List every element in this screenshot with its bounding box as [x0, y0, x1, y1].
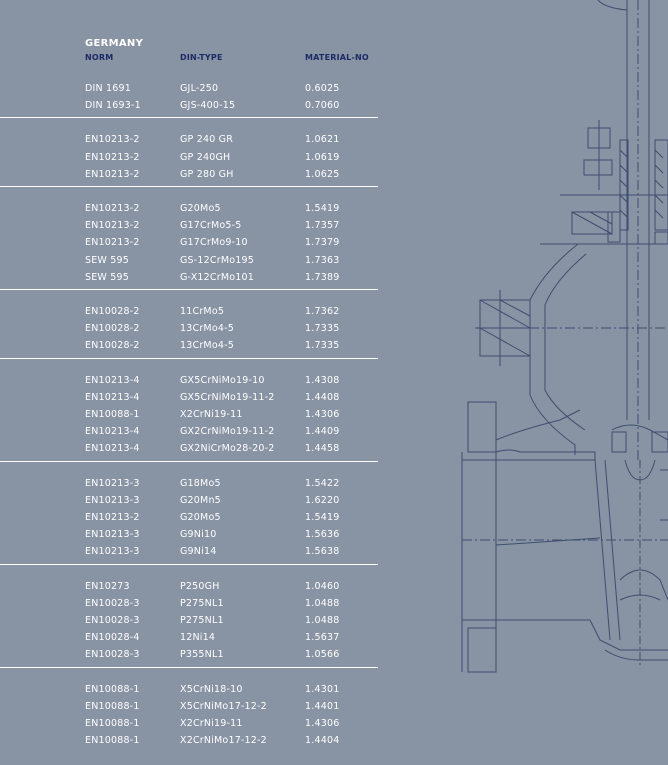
norm-cell: EN10213-2	[85, 169, 140, 180]
din-type-cell: 11CrMo5	[180, 306, 225, 317]
norm-cell: EN10213-2	[85, 134, 140, 145]
din-type-cell: G20Mn5	[180, 495, 221, 506]
material-no-cell: 1.7379	[305, 237, 340, 248]
material-no-cell: 0.6025	[305, 83, 340, 94]
table-row	[0, 255, 378, 272]
material-no-cell: 1.0488	[305, 598, 340, 609]
din-type-cell: X2CrNiMo17-12-2	[180, 735, 267, 746]
norm-cell: EN10213-4	[85, 426, 140, 437]
norm-cell: EN10028-2	[85, 323, 140, 334]
norm-cell: EN10213-4	[85, 375, 140, 386]
norm-cell: EN10088-1	[85, 409, 140, 420]
din-type-cell: P275NL1	[180, 598, 224, 609]
table-row	[0, 100, 378, 117]
material-no-cell: 0.7060	[305, 100, 340, 111]
table-row	[0, 409, 378, 426]
group-divider	[0, 289, 378, 290]
din-type-cell: G17CrMo5-5	[180, 220, 242, 231]
norm-cell: EN10273	[85, 581, 130, 592]
group-divider	[0, 186, 378, 187]
material-no-cell: 1.7335	[305, 323, 340, 334]
material-no-cell: 1.0488	[305, 615, 340, 626]
din-type-cell: G18Mo5	[180, 478, 221, 489]
din-type-cell: G9Ni14	[180, 546, 217, 557]
table-row	[0, 684, 378, 701]
material-no-cell: 1.4308	[305, 375, 340, 386]
table-row	[0, 237, 378, 254]
din-type-cell: X5CrNi18-10	[180, 684, 243, 695]
table-row	[0, 392, 378, 409]
material-no-cell: 1.7362	[305, 306, 340, 317]
table-row	[0, 272, 378, 289]
material-no-cell: 1.5419	[305, 203, 340, 214]
material-no-cell: 1.4408	[305, 392, 340, 403]
group-divider	[0, 667, 378, 668]
material-no-cell: 1.4301	[305, 684, 340, 695]
material-no-cell: 1.4401	[305, 701, 340, 712]
material-no-cell: 1.0621	[305, 134, 340, 145]
table-row	[0, 426, 378, 443]
material-no-cell: 1.4306	[305, 409, 340, 420]
din-type-cell: GP 240 GR	[180, 134, 234, 145]
din-type-cell: 13CrMo4-5	[180, 340, 234, 351]
norm-cell: EN10028-4	[85, 632, 140, 643]
material-no-cell: 1.4404	[305, 735, 340, 746]
din-type-cell: X2CrNi19-11	[180, 409, 243, 420]
norm-cell: EN10213-2	[85, 220, 140, 231]
table-row	[0, 718, 378, 735]
table-row	[0, 512, 378, 529]
din-type-cell: GX2NiCrMo28-20-2	[180, 443, 275, 454]
norm-cell: EN10028-2	[85, 306, 140, 317]
din-type-cell: X5CrNiMo17-12-2	[180, 701, 267, 712]
din-type-cell: GJL-250	[180, 83, 219, 94]
material-no-cell: 1.7357	[305, 220, 340, 231]
material-no-cell: 1.7335	[305, 340, 340, 351]
din-type-cell: GX2CrNiMo19-11-2	[180, 426, 275, 437]
material-no-cell: 1.6220	[305, 495, 340, 506]
norm-cell: EN10213-4	[85, 392, 140, 403]
din-type-cell: GP 280 GH	[180, 169, 234, 180]
norm-cell: EN10213-2	[85, 512, 140, 523]
norm-cell: EN10088-1	[85, 684, 140, 695]
norm-cell: DIN 1693-1	[85, 100, 141, 111]
group-divider	[0, 358, 378, 359]
material-no-cell: 1.0619	[305, 152, 340, 163]
table-row	[0, 134, 378, 151]
group-divider	[0, 117, 378, 118]
table-row	[0, 529, 378, 546]
norm-cell: EN10213-3	[85, 495, 140, 506]
norm-cell: EN10213-3	[85, 478, 140, 489]
din-type-cell: X2CrNi19-11	[180, 718, 243, 729]
material-no-cell: 1.5638	[305, 546, 340, 557]
norm-cell: EN10213-2	[85, 203, 140, 214]
table-row	[0, 203, 378, 220]
table-row	[0, 152, 378, 169]
din-type-cell: G-X12CrMo101	[180, 272, 254, 283]
norm-cell: EN10213-4	[85, 443, 140, 454]
country-title: GERMANY	[85, 38, 144, 49]
din-type-cell: GJS-400-15	[180, 100, 236, 111]
material-no-cell: 1.5422	[305, 478, 340, 489]
table-row	[0, 375, 378, 392]
material-no-cell: 1.5419	[305, 512, 340, 523]
material-no-cell: 1.5637	[305, 632, 340, 643]
table-row	[0, 306, 378, 323]
din-type-cell: GS-12CrMo195	[180, 255, 254, 266]
norm-cell: EN10028-3	[85, 598, 140, 609]
material-no-cell: 1.5636	[305, 529, 340, 540]
din-type-cell: P275NL1	[180, 615, 224, 626]
din-type-cell: G20Mo5	[180, 512, 221, 523]
material-no-cell: 1.4306	[305, 718, 340, 729]
table-row	[0, 701, 378, 718]
table-row	[0, 169, 378, 186]
din-type-cell: 12Ni14	[180, 632, 216, 643]
din-type-cell: G9Ni10	[180, 529, 217, 540]
norm-cell: EN10213-2	[85, 152, 140, 163]
norm-cell: EN10213-3	[85, 546, 140, 557]
table-row	[0, 340, 378, 357]
norm-cell: EN10088-1	[85, 701, 140, 712]
norm-cell: EN10213-3	[85, 529, 140, 540]
din-type-cell: P250GH	[180, 581, 220, 592]
material-no-cell: 1.4409	[305, 426, 340, 437]
material-no-cell: 1.0625	[305, 169, 340, 180]
column-header-norm: NORM	[85, 53, 114, 62]
norm-cell: DIN 1691	[85, 83, 132, 94]
column-header-material-no: MATERIAL-NO	[305, 53, 369, 62]
din-type-cell: GP 240GH	[180, 152, 231, 163]
material-no-cell: 1.7363	[305, 255, 340, 266]
norm-cell: EN10088-1	[85, 718, 140, 729]
column-header-din-type: DIN-TYPE	[180, 53, 223, 62]
group-divider	[0, 564, 378, 565]
din-type-cell: P355NL1	[180, 649, 224, 660]
material-no-cell: 1.4458	[305, 443, 340, 454]
table-row	[0, 478, 378, 495]
table-row	[0, 615, 378, 632]
norm-cell: SEW 595	[85, 272, 129, 283]
din-type-cell: 13CrMo4-5	[180, 323, 234, 334]
table-row	[0, 632, 378, 649]
material-no-cell: 1.0566	[305, 649, 340, 660]
table-row	[0, 220, 378, 237]
din-type-cell: G17CrMo9-10	[180, 237, 248, 248]
norm-cell: EN10028-3	[85, 649, 140, 660]
norm-cell: SEW 595	[85, 255, 129, 266]
norm-cell: EN10028-2	[85, 340, 140, 351]
table-row	[0, 598, 378, 615]
norm-cell: EN10088-1	[85, 735, 140, 746]
table-row	[0, 443, 378, 460]
table-row	[0, 323, 378, 340]
din-type-cell: GX5CrNiMo19-11-2	[180, 392, 275, 403]
table-row	[0, 649, 378, 666]
table-row	[0, 83, 378, 100]
din-type-cell: G20Mo5	[180, 203, 221, 214]
table-row	[0, 581, 378, 598]
norm-cell: EN10028-3	[85, 615, 140, 626]
material-no-cell: 1.7389	[305, 272, 340, 283]
table-row	[0, 546, 378, 563]
norm-cell: EN10213-2	[85, 237, 140, 248]
table-row	[0, 735, 378, 752]
material-no-cell: 1.0460	[305, 581, 340, 592]
table-row	[0, 495, 378, 512]
din-type-cell: GX5CrNiMo19-10	[180, 375, 265, 386]
group-divider	[0, 461, 378, 462]
